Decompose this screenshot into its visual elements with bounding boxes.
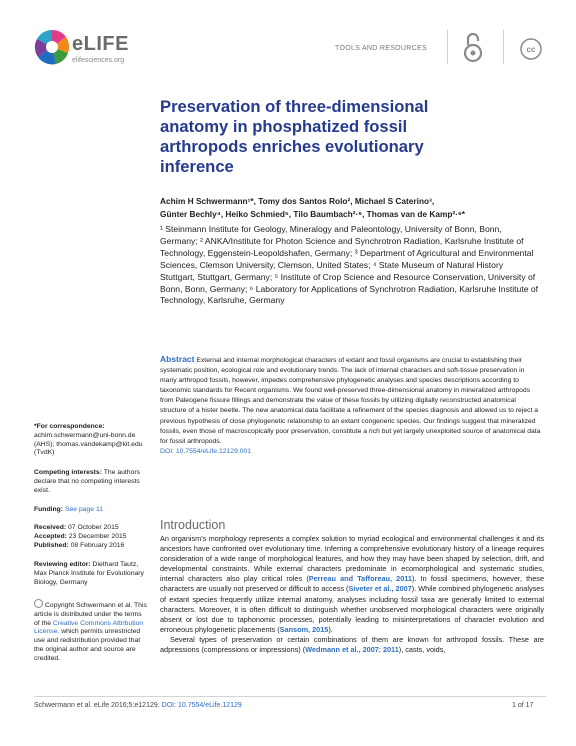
accepted-label: Accepted: bbox=[34, 532, 67, 540]
copyright-text: Copyright Schwermann et al. This article is distributed under the terms of the bbox=[34, 602, 147, 627]
paragraph: Several types of preservation or certain combinations of them are known for arthropod fossils. These are adpressions (compressions or impressions) (Wedmann et al., 2007; 2011), casts, voids, bbox=[160, 634, 544, 655]
article-title: Preservation of three-dimensional anatomy in phosphatized fossil arthropods enriches evolutionary inference bbox=[160, 97, 429, 176]
abstract-text: External and internal morphological characters of extant and fossil organisms are crucial to establishing their systematic position, ecological role and evolutionary trends. The lack of internal characters and soft-tissue preservation in many arthropod fossils, however, impedes comprehensive phylogenetic analyses and species descriptions according to taxonomic standards for Recent organisms. We found well-preserved three-dimensional anatomy in mineralized arthropods from Paleogene fissure fillings and demonstrate the value of these fossils by utilizing digitally reconstructed anatomical structure of a hister beetle. The new anatomical data facilitate a refinement of the species diagnosis and allowed us to reject a previous hypothesis of close phylogenetic relationship to an extant congeneric species. Our findings suggest that mineralized fossils, even those of macroscopically poor preservation, constitute a rich but yet largely unexploited source of anatomical data for fossil arthropods. bbox=[160, 357, 541, 445]
page-number: 1 of 17 bbox=[512, 702, 534, 709]
header-divider bbox=[503, 30, 504, 64]
footer-citation: Schwermann et al. eLife 2016;5:e12129. DOI: 10.7554/eLife.12129 bbox=[34, 702, 242, 709]
license-link[interactable]: Creative Commons Attribution License, bbox=[34, 619, 144, 636]
funding-label: Funding: bbox=[34, 506, 64, 513]
author-line: Günter Bechly⁴, Heiko Schmied⁵, Tilo Baumbach²·⁶, Thomas van de Kamp²·⁶* bbox=[160, 208, 466, 219]
accepted-date: 23 December 2015 bbox=[66, 532, 127, 540]
published-label: Published: bbox=[34, 541, 69, 549]
funding-info bbox=[34, 506, 148, 515]
abstract-doi-link[interactable]: DOI: 10.7554/eLife.12129.001 bbox=[160, 447, 252, 455]
author-list bbox=[160, 195, 530, 220]
footer-divider bbox=[34, 696, 546, 697]
citation-link[interactable]: Perreau and Tafforeau, 2011 bbox=[308, 574, 412, 584]
citation-link[interactable]: Siveter et al., 2007 bbox=[348, 584, 412, 594]
abstract-block bbox=[160, 354, 542, 457]
citation-link[interactable]: 2011 bbox=[382, 645, 399, 655]
footer-doi-link[interactable]: DOI: 10.7554/eLife.12129 bbox=[161, 702, 242, 709]
funding-link[interactable]: See page 11 bbox=[63, 506, 104, 513]
abstract-heading: Abstract bbox=[160, 354, 195, 364]
correspondence-label: *For correspondence: bbox=[34, 423, 105, 430]
correspondence-info bbox=[34, 423, 148, 458]
section-heading-introduction: Introduction bbox=[160, 518, 226, 532]
header-divider bbox=[447, 30, 448, 64]
competing-label: Competing interests: bbox=[34, 469, 102, 476]
editor-text: Diethard Tautz, Max Planck Institute for Evolutionary Biology, Germany bbox=[34, 561, 144, 586]
copyright-suffix: which permits unrestricted use and redistribution provided that the original author and source are credited. bbox=[34, 628, 141, 662]
competing-text: The authors declare that no competing interests exist. bbox=[34, 469, 141, 494]
competing-interests bbox=[34, 469, 148, 495]
paragraph: An organism's morphology represents a complex solution to myriad ecological and environmental challenges it and its ancestors have confronted over evolutionary time. Inferring a comprehensive evolutionary history of a lineage requires consideration of a wide range of morphological features, and how they may have been shaped by selection, drift, and developmental constraints. While external characters predominate in ecomorphological and systematic studies, internal characters also play critical roles (Perreau and Tafforeau, 2011). In fossil specimens, however, these characters are usually not preserved or difficult to access (Siveter et al., 2007). While combined phylogenetic analyses of extant species frequently utilize internal anatomy, analyses including fossil taxa are generally limited to external characters. Moreover, it is often difficult to distinguish whether unobserved morphological characters were originally absent or lost due to taphonomic processes, potentially leading to misinterpretations of character evolution and erroneous phylogenetic placements (Sansom, 2015). bbox=[160, 534, 545, 634]
open-access-lock-icon[interactable] bbox=[462, 30, 484, 64]
logo-wordmark: eLIFE bbox=[72, 33, 129, 55]
cc-small-icon bbox=[34, 599, 43, 608]
published-date: 08 February 2016 bbox=[68, 541, 125, 549]
copyright-block bbox=[34, 599, 148, 664]
citation-link[interactable]: Sansom, 2015 bbox=[279, 624, 329, 634]
received-label: Received: bbox=[34, 524, 67, 531]
affiliations: ¹ Steinmann Institute for Geology, Mineralogy and Paleontology, University of Bonn, Bonn, Germany; ² ANKA/Institute for Photon Science and Synchrotron Radiation, Karlsruhe Institute of Technology, Eggenstein-Leopoldshafen, Germany; ³ Department of Agricultural and Environmental Sciences, Clemson University, Clemson, United States; ⁴ State Museum of Natural History Stuttgart, Stuttgart, Germany; ⁵ Institute of Crop Science and Resource Conservation, University of Bonn, Bonn, Germany; ⁶ Laboratory for Applications of Synchrotron Radiation, Karlsruhe Institute of Technology, Karlsruhe, Germany bbox=[160, 224, 539, 306]
correspondence-emails[interactable]: achim.schwermann@uni-bonn.de (AHS); thomas.vandekamp@kit.edu (TvdK) bbox=[34, 431, 143, 457]
editor-label: Reviewing editor: bbox=[34, 561, 91, 568]
article-type-label: TOOLS AND RESOURCES bbox=[335, 45, 427, 52]
received-date: 07 October 2015 bbox=[66, 524, 119, 531]
introduction-body bbox=[160, 534, 544, 655]
reviewing-editor bbox=[34, 561, 148, 587]
creative-commons-icon[interactable] bbox=[519, 37, 543, 61]
logo-url[interactable]: elifesciences.org bbox=[72, 57, 125, 64]
author-line: Achim H Schwermann¹*, Tomy dos Santos Rolo², Michael S Caterino³, bbox=[160, 196, 435, 206]
elife-logo-icon bbox=[32, 27, 72, 67]
citation-link[interactable]: Wedmann et al., 2007 bbox=[305, 645, 379, 655]
cc-text: cc bbox=[526, 45, 536, 54]
dates-block bbox=[34, 524, 148, 550]
